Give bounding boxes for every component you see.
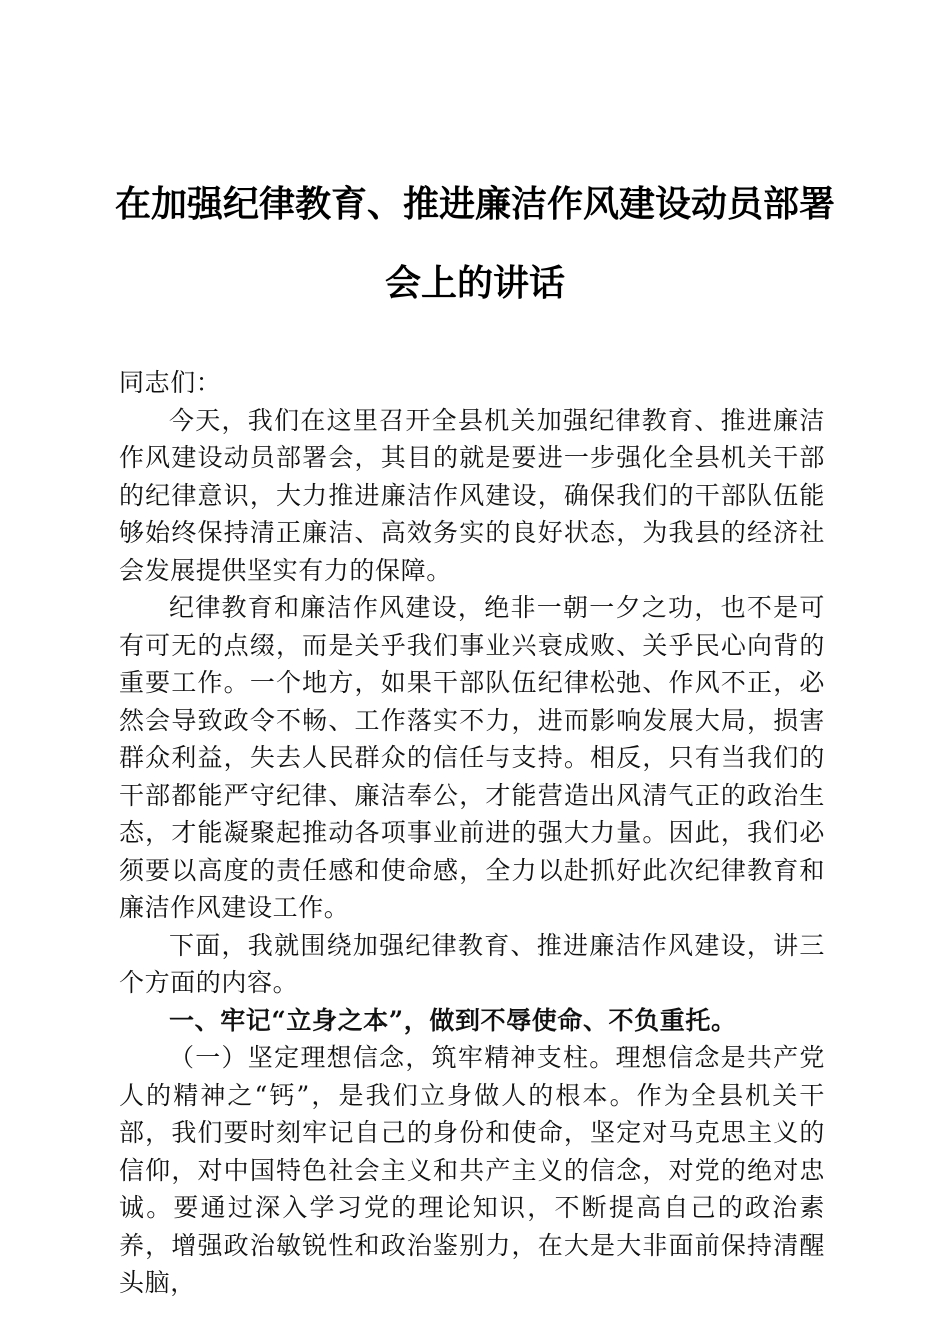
- salutation: 同志们：: [119, 368, 222, 397]
- document-body: [119, 364, 825, 1302]
- title-line-2: 会上的讲话: [384, 262, 565, 304]
- section-heading-1: 一、牢记“立身之本”，做到不辱使命、不负重托。: [169, 1005, 737, 1035]
- paragraph-outline: 下面，我就围绕加强纪律教育、推进廉洁作风建设，讲三个方面的内容。: [119, 930, 825, 997]
- document-title: [110, 165, 840, 323]
- paragraph-importance: 纪律教育和廉洁作风建设，绝非一朝一夕之功，也不是可有可无的点缀，而是关乎我们事业兴衰成败、关乎民心向背的重要工作。一个地方，如果干部队伍纪律松弛、作风不正，必然会导致政令不畅、工作落实不力，进而影响发展大局，损害群众利益，失去人民群众的信任与支持。相反，只有当我们的干部都能严守纪律、廉洁奉公，才能营造出风清气正的政治生态，才能凝聚起推动各项事业前进的强大力量。因此，我们必须要以高度的责任感和使命感，全力以赴抓好此次纪律教育和廉洁作风建设工作。: [119, 593, 825, 922]
- subsection-text-1: 理想信念是共产党人的精神之“钙”，是我们立身做人的根本。作为全县机关干部，我们要时刻牢记自己的身份和使命，坚定对马克思主义的信仰，对中国特色社会主义和共产主义的信念，对党的绝对忠诚。要通过深入学习党的理论知识，不断提高自己的政治素养，增强政治敏锐性和政治鉴别力，在大是大非面前保持清醒头脑，: [119, 1043, 825, 1297]
- title-line-1: 在加强纪律教育、推进廉洁作风建设动员部署: [114, 183, 835, 225]
- paragraph-opening: 今天，我们在这里召开全县机关加强纪律教育、推进廉洁作风建设动员部署会，其目的就是要进一步强化全县机关干部的纪律意识，大力推进廉洁作风建设，确保我们的干部队伍能够始终保持清正廉洁、高效务实的良好状态，为我县的经济社会发展提供坚实有力的保障。: [119, 405, 825, 585]
- subsection-1: [119, 1039, 825, 1302]
- subsection-heading-1: （一）坚定理想信念，筑牢精神支柱。: [169, 1043, 616, 1072]
